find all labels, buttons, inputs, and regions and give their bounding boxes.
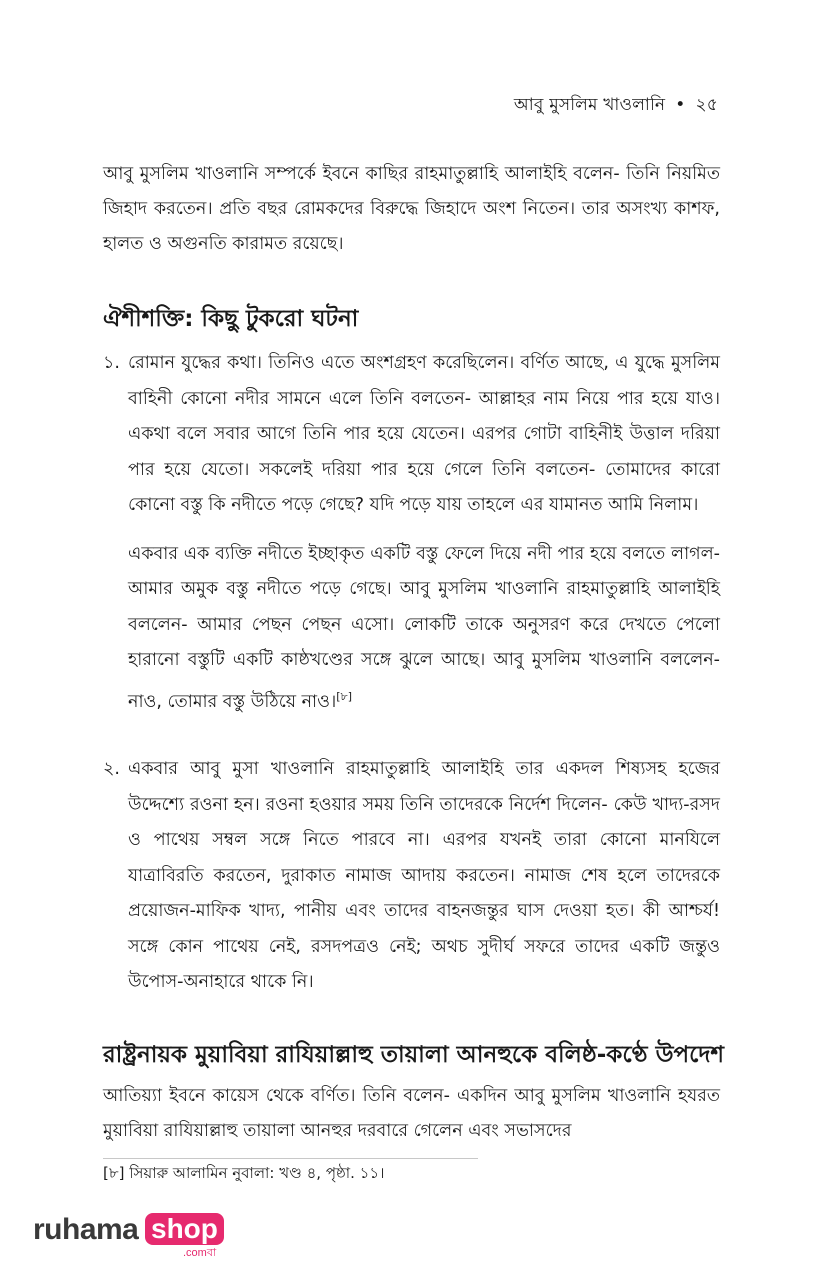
list-item-paragraph xyxy=(128,537,720,720)
list-item xyxy=(103,752,720,1001)
page-number: ২৫ xyxy=(695,95,718,115)
list-number: ১. xyxy=(103,353,120,373)
section2-paragraph: আতিয়্যা ইবনে কায়েস থেকে বর্ণিত। তিনি বলেন- একদিন আবু মুসলিম খাওলানি হযরত মুয়াবিয়া রাযিয়াল্লাহু তায়ালা আনহুর দরবারে গেলেন এবং সভাসদের xyxy=(103,1086,720,1141)
section-heading-advice-muawiya: রাষ্ট্রনায়ক মুয়াবিয়া রাযিয়াল্লাহু তায়ালা আনহুকে বলিষ্ঠ-কণ্ঠে উপদেশ xyxy=(103,1042,725,1068)
intro-paragraph: আবু মুসলিম খাওলানি সম্পর্কে ইবনে কাছির রাহমাতুল্লাহি আলাইহি বলেন- তিনি নিয়মিত জিহাদ করতেন। প্রতি বছর রোমকদের বিরুদ্ধে জিহাদে অংশ নিতেন। তার অসংখ্য কাশফ, হালত ও অগুনতি কারামত রয়েছে। xyxy=(103,164,720,254)
logo-subtext: .comবা xyxy=(183,1247,217,1259)
running-header xyxy=(514,92,718,120)
bullet-separator: • xyxy=(675,95,686,115)
list-number: ২. xyxy=(103,759,120,779)
list-item-body xyxy=(128,346,720,720)
paragraph-text: একবার এক ব্যক্তি নদীতে ইচ্ছাকৃত একটি বস্তু ফেলে দিয়ে নদী পার হয়ে বলতে লাগল- আমার অমুক বস্তু নদীতে পড়ে গেছে। আবু মুসলিম খাওলানি রাহমাতুল্লাহি আলাইহি বললেন- আমার পেছন পেছন এসো। লোকটি তাকে অনুসরণ করে দেখতে পেলো হারানো বস্তুটি একটি কাষ্ঠখণ্ডের সঙ্গে ঝুলে আছে। আবু মুসলিম খাওলানি বললেন- নাও, তোমার বস্তু উঠিয়ে নাও। xyxy=(128,543,720,712)
list-item xyxy=(103,346,720,720)
section-heading-divine-power: ঐশীশক্তি: কিছু টুকরো ঘটনা xyxy=(103,306,359,332)
list-item-paragraph: রোমান যুদ্ধের কথা। তিনিও এতে অংশগ্রহণ করেছিলেন। বর্ণিত আছে, এ যুদ্ধে মুসলিম বাহিনী কোনো নদীর সামনে এলে তিনি বলতেন- আল্লাহর নাম নিয়ে পার হয়ে যাও। একথা বলে সবার আগে তিনি পার হয়ে যেতেন। এরপর গোটা বাহিনীই উত্তাল দরিয়া পার হয়ে যেতো। সকলেই দরিয়া পার হয়ে গেলে তিনি বলতেন- তোমাদের কারো কোনো বস্তু কি নদীতে পড়ে গেছে? যদি পড়ে যায় তাহলে এর যামানত আমি নিলাম। xyxy=(128,353,720,515)
footnote-divider xyxy=(103,1158,478,1159)
running-title: আবু মুসলিম খাওলানি xyxy=(513,95,666,115)
logo-text-shop: shop xyxy=(145,1213,224,1245)
logo-text-ruhama: ruhama xyxy=(33,1213,139,1246)
list-item-paragraph: একবার আবু মুসা খাওলানি রাহমাতুল্লাহি আলাইহি তার একদল শিষ্যসহ হজের উদ্দেশ্যে রওনা হন। রওনা হওয়ার সময় তিনি তাদেরকে নির্দেশ দিলেন- কেউ খাদ্য-রসদ ও পাথেয় সম্বল সঙ্গে নিতে পারবে না। এরপর যখনই তারা কোনো মানযিলে যাত্রাবিরতি করতেন, দুরাকাত নামাজ আদায় করতেন। নামাজ শেষ হলে তাদেরকে প্রয়োজন-মাফিক খাদ্য, পানীয় এবং তাদের বাহনজন্তুর ঘাস দেওয়া হত। কী আশ্চর্য! সঙ্গে কোন পাথেয় নেই, রসদপত্রও নেই; অথচ সুদীর্ঘ সফরে তাদের একটি জন্তুও উপোস-অনাহারে থাকে নি। xyxy=(128,759,720,992)
list-item-body xyxy=(128,752,720,1001)
footnote-reference: [৮] xyxy=(336,689,352,703)
footnote: [৮] সিয়ারু আলামিন নুবালা: খণ্ড ৪, পৃষ্ঠা. ১১। xyxy=(103,1164,385,1182)
